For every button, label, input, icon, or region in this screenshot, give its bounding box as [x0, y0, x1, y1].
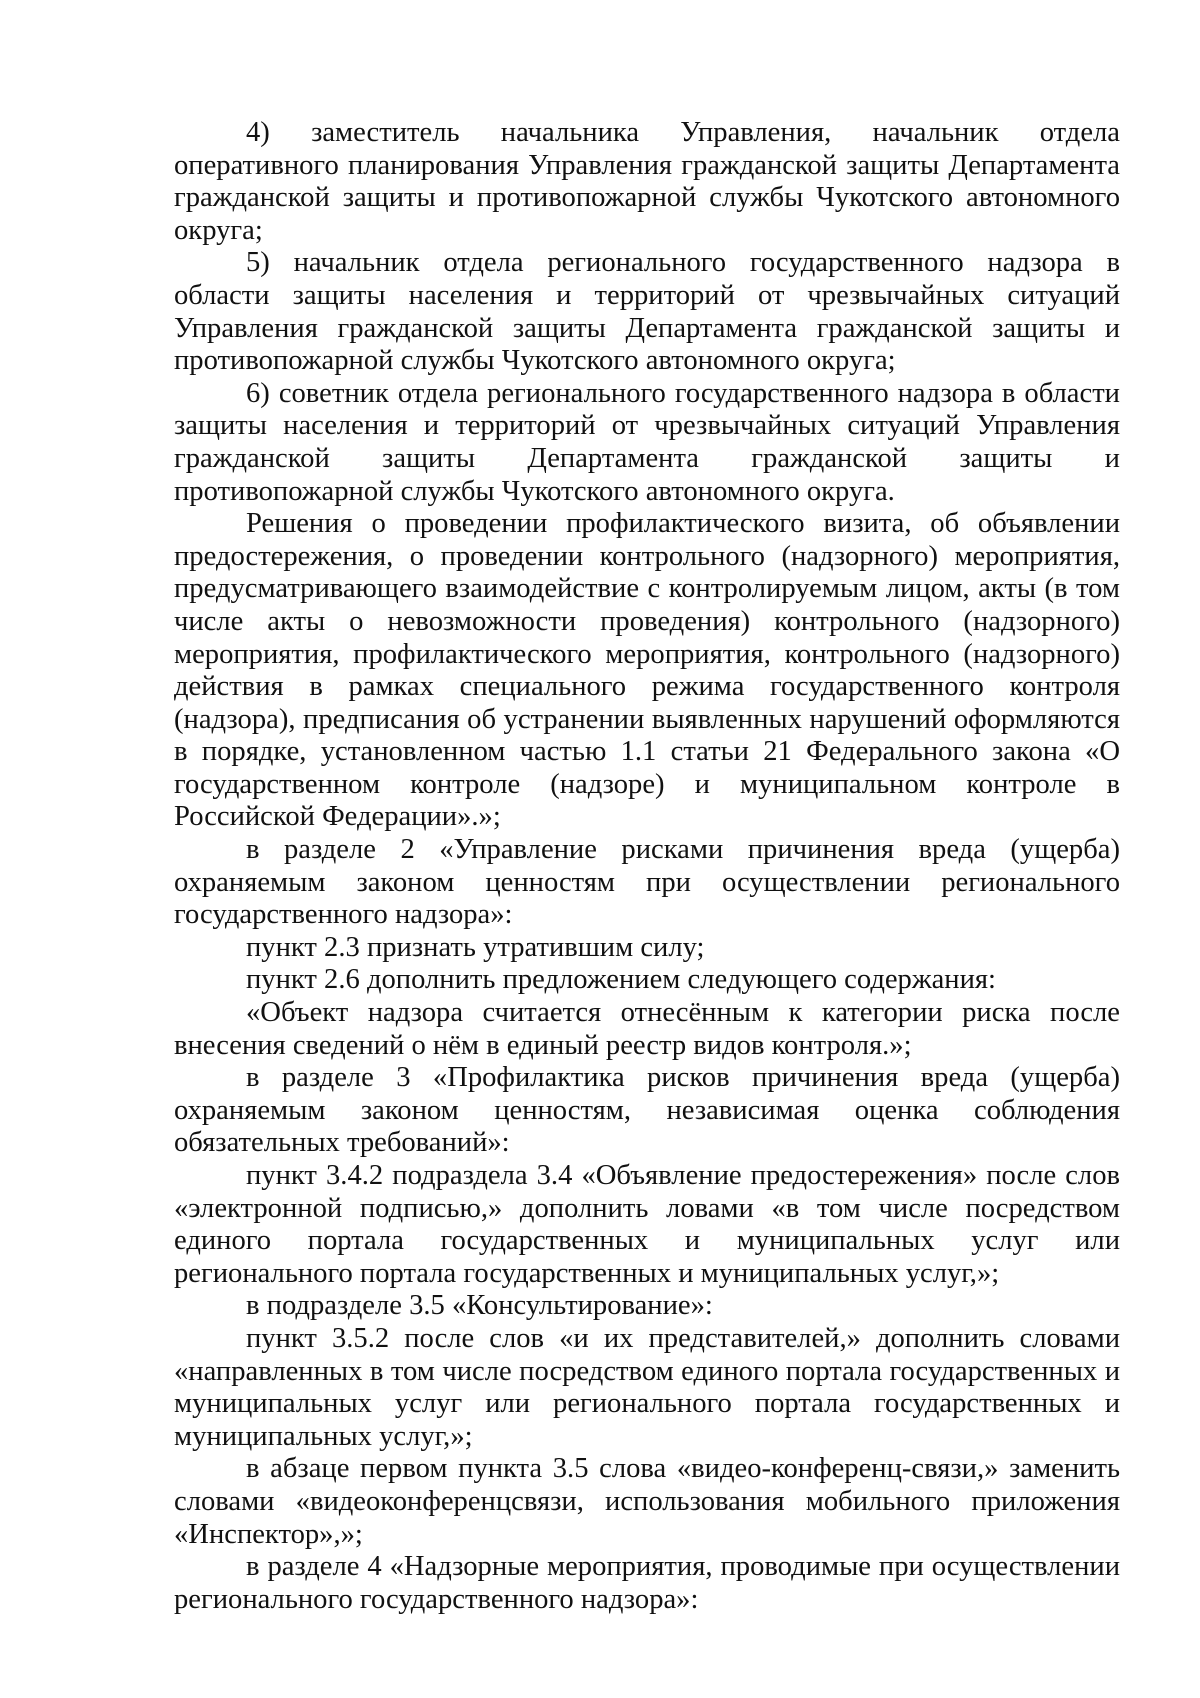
paragraph-point-2-3: пункт 2.3 признать утратившим силу;: [246, 931, 705, 963]
paragraph-point-3-5-2: пункт 3.5.2 после слов «и их представителей,» дополнить словами «направленных в том числе посредством единого портала государственных и муниципальных услуг или регионального портала государственных и муниципальных услуг,»;: [174, 1322, 1120, 1452]
paragraph-decisions: Решения о проведении профилактического визита, об объявлении предостережения, о проведении контрольного (надзорного) мероприятия, предусматривающего взаимодействие с контролируемым лицом, акты (в том числе акты о невозможности проведения) контрольного (надзорного) мероприятия, профилактического мероприятия, контрольного (надзорного) действия в рамках специального режима государственного контроля (надзора), предписания об устранении выявленных нарушений оформляются в порядке, установленном частью 1.1 статьи 21 Федерального закона «О государственном контроле (надзоре) и муниципальном контроле в Российской Федерации».»;: [174, 508, 1120, 833]
paragraph-section-2: в разделе 2 «Управление рисками причинения вреда (ущерба) охраняемым законом ценностям при осуществлении регионального государственного надзора»:: [174, 834, 1120, 931]
paragraph-point-3-4-2: пункт 3.4.2 подраздела 3.4 «Объявление предостережения» после слов «электронной подписью,» дополнить ловами «в том числе посредством единого портала государственных и муниципальных услуг или регионального портала государственных и муниципальных услуг,»;: [174, 1160, 1120, 1289]
paragraph-section-3: в разделе 3 «Профилактика рисков причинения вреда (ущерба) охраняемым законом ценностям, независимая оценка соблюдения обязательных требований»:: [174, 1062, 1120, 1159]
paragraph-item-6: 6) советник отдела регионального государственного надзора в области защиты населения и территорий от чрезвычайных ситуаций Управления гражданской защиты Департамента гражданской защиты и противопожарной службы Чукотского автономного округа.: [174, 377, 1120, 507]
paragraph-point-3-5-first: в абзаце первом пункта 3.5 слова «видео-конференц-связи,» заменить словами «видеоконференцсвязи, использования мобильного приложения «Инспектор»,»;: [174, 1453, 1120, 1550]
document-page: [174, 117, 1120, 1616]
paragraph-point-2-6: пункт 2.6 дополнить предложением следующего содержания:: [246, 964, 996, 996]
paragraph-section-4: в разделе 4 «Надзорные мероприятия, проводимые при осуществлении регионального государственного надзора»:: [174, 1551, 1120, 1615]
paragraph-item-5: 5) начальник отдела регионального государственного надзора в области защиты населения и территорий от чрезвычайных ситуаций Управления гражданской защиты Департамента гражданской защиты и противопожарной службы Чукотского автономного округа;: [174, 247, 1120, 377]
paragraph-object-quote: «Объект надзора считается отнесённым к категории риска после внесения сведений о нём в единый реестр видов контроля.»;: [174, 997, 1120, 1061]
paragraph-subsection-3-5: в подразделе 3.5 «Консультирование»:: [246, 1290, 713, 1322]
paragraph-item-4: 4) заместитель начальника Управления, начальник отдела оперативного планирования Управления гражданской защиты Департамента гражданской защиты и противопожарной службы Чукотского автономного округа;: [174, 117, 1120, 246]
